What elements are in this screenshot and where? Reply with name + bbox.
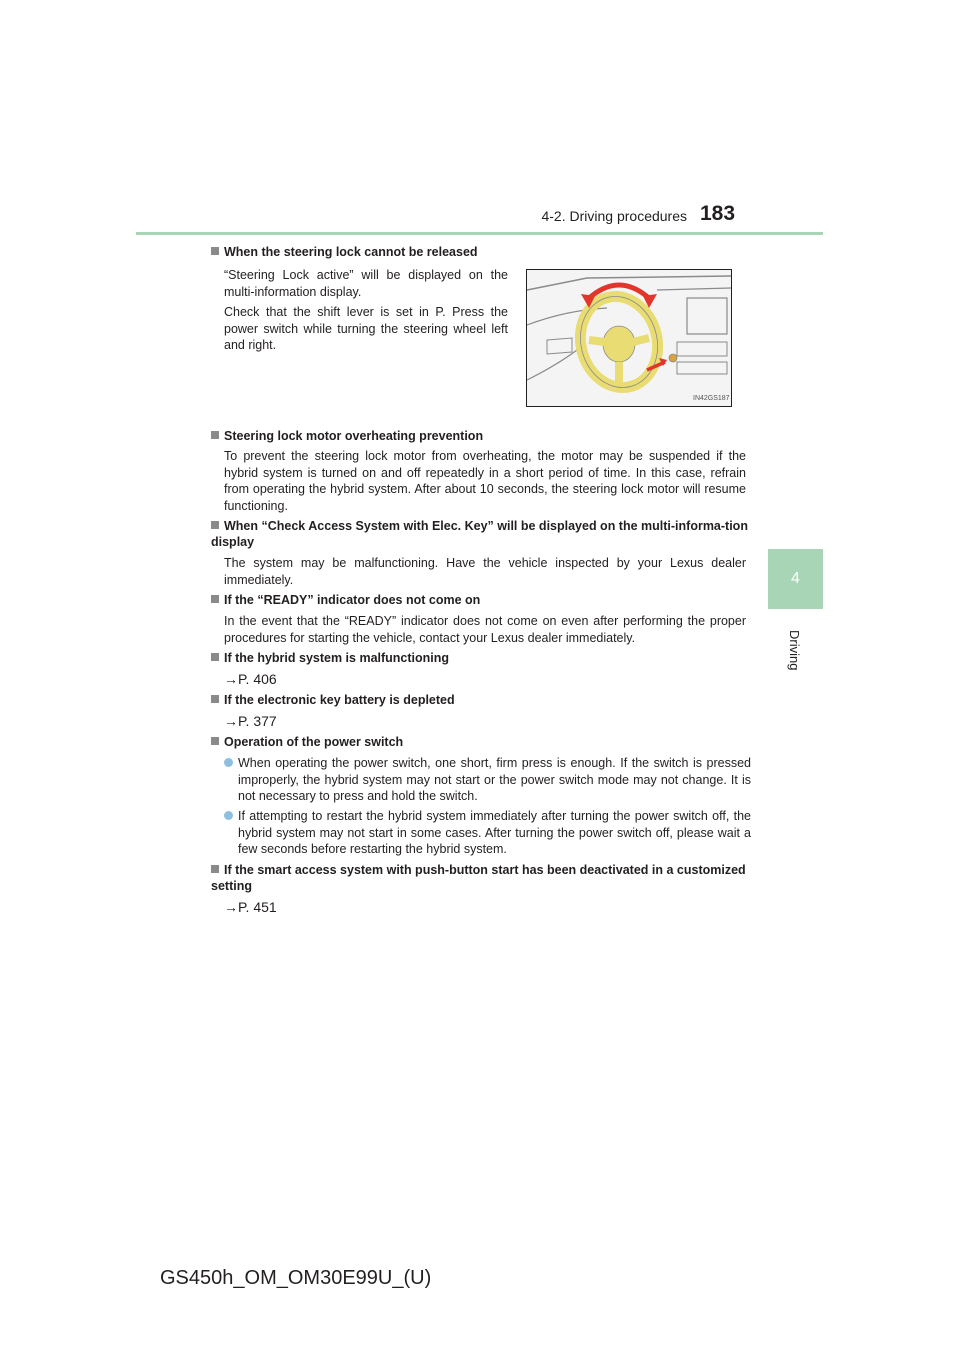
page-reference[interactable]: →P. 377: [224, 713, 277, 729]
heading-square-icon: [211, 737, 219, 745]
door-line: [527, 350, 577, 380]
heading-ready-indicator: If the “READY” indicator does not come on: [211, 592, 751, 608]
paragraph: The system may be malfunctioning. Have the vehicle inspected by your Lexus dealer immediately.: [224, 556, 746, 587]
heading-steering-lock: When the steering lock cannot be released: [211, 244, 751, 260]
power-switch: [669, 354, 677, 362]
chapter-number: 4: [791, 570, 800, 587]
heading-square-icon: [211, 247, 219, 255]
illustration-code: IN42GS187: [693, 395, 730, 402]
heading-square-icon: [211, 521, 219, 529]
steering-wheel-illustration: [526, 269, 732, 407]
heading-square-icon: [211, 865, 219, 873]
document-code: GS450h_OM_OM30E99U_(U): [160, 1267, 432, 1289]
paragraph: “Steering Lock active” will be displayed on the multi-information display.: [224, 268, 508, 299]
paragraph: Check that the shift lever is set in P. Press the power switch while turning the steering wheel left and right.: [224, 305, 508, 352]
heading-smart-access: If the smart access system with push-button start has been deactivated in a customized setting: [211, 863, 746, 893]
door-handle: [547, 338, 572, 354]
list-item: When operating the power switch, one short, firm press is enough. If the switch is pressed improperly, the hybrid system may not start or the power switch mode may not change. It is not necessary to press and hold the switch.: [224, 755, 751, 805]
heading-power-switch: Operation of the power switch: [211, 734, 751, 750]
steering-wheel-drawing: [527, 270, 731, 406]
page-reference[interactable]: →P. 406: [224, 671, 277, 687]
heading-key-battery: If the electronic key battery is depleted: [211, 692, 751, 708]
heading-square-icon: [211, 695, 219, 703]
display-screen: [687, 298, 727, 334]
heading-square-icon: [211, 595, 219, 603]
heading-square-icon: [211, 431, 219, 439]
heading-square-icon: [211, 653, 219, 661]
bullet-icon: [224, 811, 233, 820]
heading-hybrid-malfunction: If the hybrid system is malfunctioning: [211, 650, 751, 666]
bullet-icon: [224, 758, 233, 767]
list-item: If attempting to restart the hybrid system immediately after turning the power switch off, the hybrid system may not start in some cases. After turning the power switch off, please wait a few seconds before restarting the hybrid system.: [224, 808, 751, 858]
chapter-label: Driving: [787, 630, 802, 671]
heading-check-access: When “Check Access System with Elec. Key” will be displayed on the multi-informa-tion display: [211, 519, 748, 549]
paragraph: To prevent the steering lock motor from overheating, the motor may be suspended if the hybrid system is turned on and off repeatedly in a short period of time. In this case, refrain from operating the hybrid system. After about 10 seconds, the steering lock motor will resume functioning.: [224, 449, 746, 513]
dash-top-line: [657, 288, 731, 290]
steering-wheel-hub: [603, 326, 635, 362]
heading-overheating: Steering lock motor overheating prevention: [211, 428, 751, 444]
console-panel: [677, 362, 727, 374]
vent: [677, 342, 727, 356]
page-reference[interactable]: →P. 451: [224, 899, 277, 915]
page-number: 183: [700, 202, 736, 225]
chapter-tab: [768, 549, 823, 609]
header-divider: [136, 232, 823, 235]
paragraph: In the event that the “READY” indicator does not come on even after performing the proper procedures for starting the vehicle, contact your Lexus dealer immediately.: [224, 614, 746, 645]
section-title: 4-2. Driving procedures: [541, 208, 687, 224]
